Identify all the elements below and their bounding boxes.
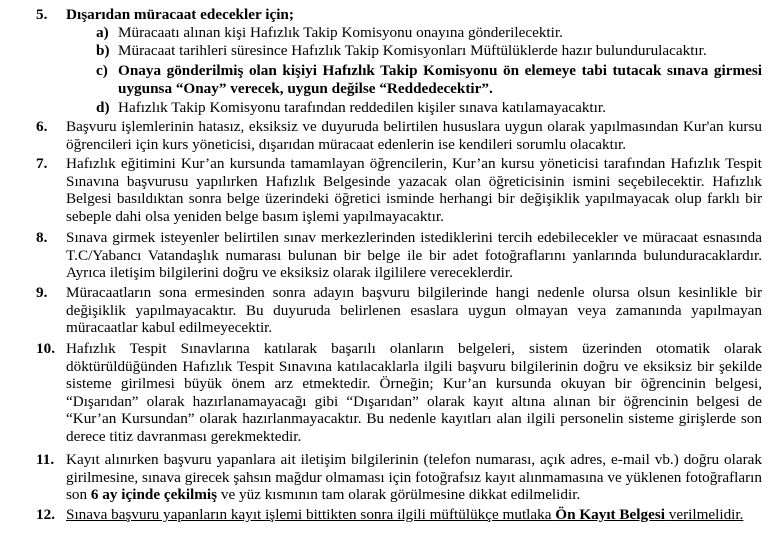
item-text: Başvuru işlemlerinin hatasız, eksiksiz ve duyuruda belirtilen hususlara uygun olarak yapılmasından Kur'an kursu öğrencileri için kurs yöneticisi, dışarıdan müracaat edenlerin ise kendileri sorumlu olacaktır. [66, 118, 762, 153]
list-item-8 [36, 229, 762, 282]
sub-letter: c) [96, 62, 108, 79]
sub-item-a [96, 24, 762, 42]
sub-letter: d) [96, 99, 110, 116]
item-text: Sınava girmek isteyenler belirtilen sınav merkezlerinden istediklerini tercih edebilecekler ve müracaat esnasında T.C/Yabancı Vatandaşlık numarası bulunan bir belge ile bir adet fotoğraflarını yanlarında bulunduracaklardır. Ayrıca iletişim bilgilerini doğru ve eksiksiz olarak ilgililere vereceklerdir. [66, 229, 762, 282]
item-text-part: Kayıt alınırken başvuru yapanlara ait iletişim bilgilerinin (telefon numarası, açık adres, e-mail vb.) doğru olarak girilmesine, sınava girecek şahsın mağdur olmaması için fotoğrafsız kayıt alınmamasına ve yüklenen fotoğrafların son [66, 451, 762, 504]
item-text [66, 451, 762, 504]
list-item-7 [36, 155, 762, 225]
sub-text: Hafızlık Takip Komisyonu tarafından reddedilen kişiler sınava katılamayacaktır. [118, 99, 606, 116]
sub-item-c [96, 62, 762, 97]
list-item-5 [36, 6, 762, 24]
item-text [66, 506, 762, 524]
list-item-10 [36, 340, 762, 446]
item-number: 8. [36, 229, 48, 246]
sub-text: Müracaat tarihleri süresince Hafızlık Takip Komisyonları Müftülüklerde hazır bulundurulacaktır. [118, 42, 707, 59]
item-number: 10. [36, 340, 55, 357]
sub-item-d [96, 99, 762, 117]
item-number: 9. [36, 284, 48, 301]
item-text: Müracaatların sona ermesinden sonra adayın başvuru bilgilerinde hangi nedenle olursa olsun kesinlikle bir değişiklik yapılmayacaktır. Bu duyuruda belirlenen esaslara uygun olmayan veya zamanında yapılmayan müracaatlar kabul edilmeyecektir. [66, 284, 762, 337]
emphasis-text: Ön Kayıt Belgesi [555, 506, 665, 523]
list-item-9 [36, 284, 762, 337]
item-text: Hafızlık eğitimini Kur’an kursunda tamamlayan öğrencilerin, Kur’an kursu yöneticisi tarafından Hafızlık Tespit Sınavına başvurusu yapılırken Hafızlık Belgesinde yazacak olan öğreticisinin ismini seçebilecektir. Hafızlık Belgesi basıldıktan sonra belge üzerindeki öğretici isminde herhangi bir değişiklik yapılmayacak olup farklı bir sebeple dahi olsa yeniden belge basım işlemi yapılmayacaktır. [66, 155, 762, 225]
sub-letter: a) [96, 24, 109, 41]
item-number: 11. [36, 451, 55, 468]
item-text-part: Sınava başvuru yapanların kayıt işlemi bittikten sonra ilgili müftülükçe mutlaka [66, 506, 556, 523]
item-number: 6. [36, 118, 48, 135]
item-text: Hafızlık Tespit Sınavlarına katılarak başarılı olanların belgeleri, sistem üzerinden otomatik olarak döktürüldüğünden Hafızlık Tespit Sınavına katılacaklarla ilgili başvuru bilgilerinin doğru ve eksiksiz bir şekilde sisteme girilmesi büyük önem arz etmektedir. Örneğin; Kur’an kursunda okuyan bir öğrencinin belgesi, “Dışarıdan” olarak hazırlanamayacağı gibi “Dışarıdan” olarak kayıt altına alınan bir öğrencinin belgesi de “Kur’an Kursundan” olarak hazırlanmayacaktır. Bu nedenle kayıtları alan ilgili personelin sisteme girişlerde son derece titiz davranması gerekmektedir. [66, 340, 762, 445]
item-number: 5. [36, 6, 48, 23]
item-text: Dışarıdan müracaat edecekler için; [66, 6, 294, 23]
sub-text: Müracaatı alınan kişi Hafızlık Takip Komisyonu onayına gönderilecektir. [118, 24, 563, 41]
item-text-part: ve yüz kısmının tam olarak görülmesine dikkat edilmelidir. [217, 486, 581, 504]
list-item-12 [36, 506, 762, 524]
sub-letter: b) [96, 42, 110, 59]
sub-text: Onaya gönderilmiş olan kişiyi Hafızlık Takip Komisyonu ön elemeye tabi tutacak sınava girmesi uygunsa “Onay” verecek, uygun değilse “Reddedecektir”. [118, 62, 762, 97]
emphasis-text: 6 ay içinde çekilmiş [90, 486, 218, 504]
list-item-6 [36, 118, 762, 153]
item-number: 12. [36, 506, 55, 523]
item-text-part: verilmelidir. [664, 506, 744, 523]
sub-item-b [96, 42, 762, 60]
item-number: 7. [36, 155, 48, 172]
list-item-11 [36, 451, 762, 504]
